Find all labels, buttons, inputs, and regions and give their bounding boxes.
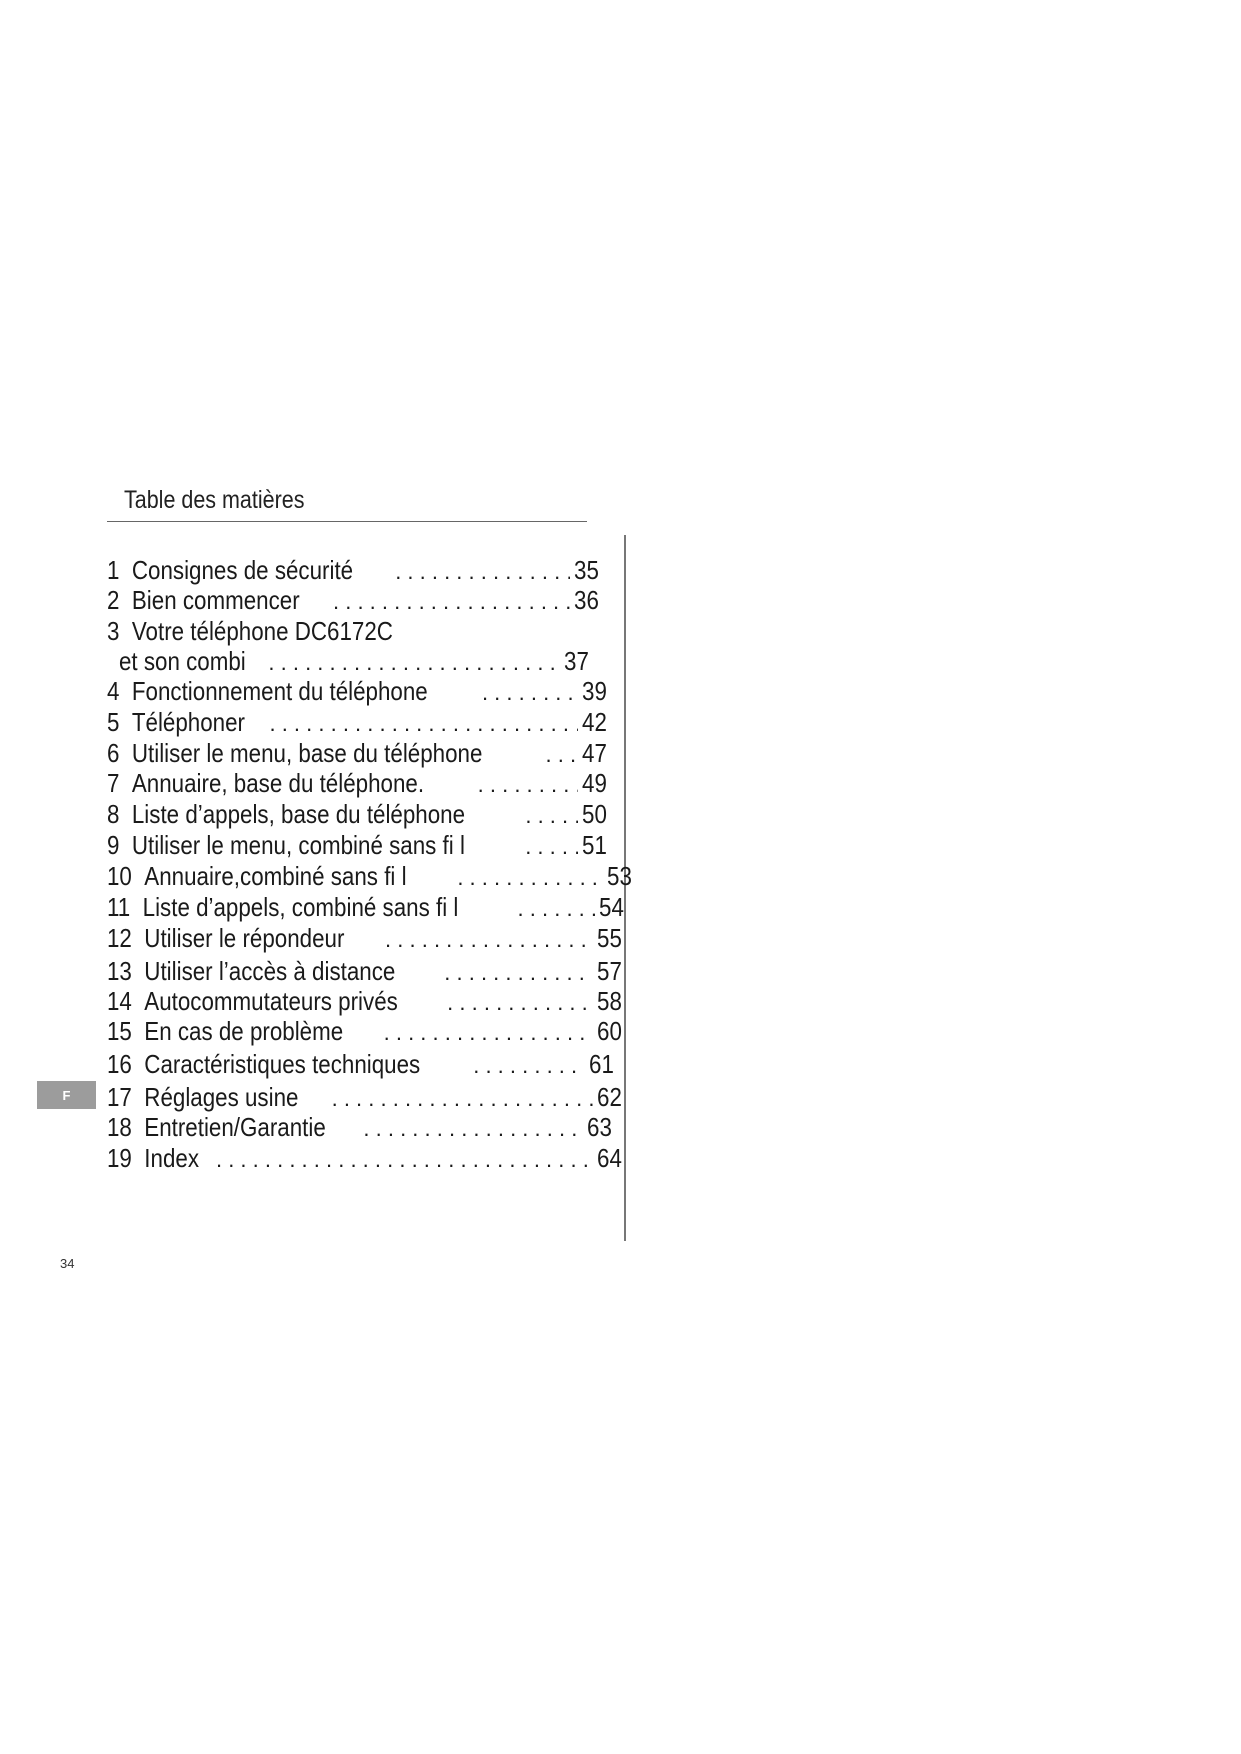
toc-entry <box>107 738 607 768</box>
dot-leader <box>393 557 570 587</box>
toc-entry-page: 50 <box>582 799 607 829</box>
toc-entry <box>107 830 607 860</box>
dot-leader <box>445 988 593 1018</box>
dot-leader <box>544 740 579 770</box>
toc-entry-page: 49 <box>582 768 607 798</box>
toc-entry-label: 8 Liste d’appels, base du téléphone <box>107 799 466 829</box>
toc-entry <box>107 555 599 585</box>
toc-entry-page: 64 <box>597 1143 622 1173</box>
toc-entry-page: 58 <box>597 986 622 1016</box>
toc-entry <box>107 1049 614 1079</box>
dot-leader <box>523 801 578 831</box>
toc-entry <box>119 646 589 676</box>
dot-leader <box>383 925 593 955</box>
toc-entry-label: 15 En cas de problème <box>107 1016 344 1046</box>
toc-entry-page: 57 <box>597 956 622 986</box>
toc-entry <box>107 616 599 646</box>
dot-leader <box>480 678 578 708</box>
toc-entry-label: 1 Consignes de sécurité <box>107 555 354 585</box>
dot-leader <box>471 1051 585 1081</box>
dot-leader <box>214 1145 593 1175</box>
toc-entry-page: 36 <box>574 585 599 615</box>
toc-title: Table des matières <box>124 486 305 514</box>
toc-entry-label: 3 Votre téléphone DC6172C <box>107 616 393 646</box>
toc-entry-page: 54 <box>599 892 624 922</box>
toc-entry-label: 6 Utiliser le menu, base du téléphone <box>107 738 483 768</box>
toc-entry <box>107 707 607 737</box>
toc-entry-label: 14 Autocommutateurs privés <box>107 986 398 1016</box>
toc-entry-page: 35 <box>574 555 599 585</box>
dot-leader <box>361 1114 583 1144</box>
toc-entry <box>107 768 607 798</box>
toc-entry <box>107 1112 612 1142</box>
toc-entry <box>107 892 624 922</box>
toc-entry-label: 13 Utiliser l’accès à distance <box>107 956 396 986</box>
toc-entry-page: 47 <box>582 738 607 768</box>
dot-leader <box>382 1018 593 1048</box>
toc-entry-label: 7 Annuaire, base du téléphone. <box>107 768 425 798</box>
toc-entry <box>107 956 622 986</box>
language-tab: F <box>37 1081 96 1109</box>
toc-entry-page: 60 <box>597 1016 622 1046</box>
toc-entry-label: et son combi <box>119 646 246 676</box>
toc-entry-page: 62 <box>597 1082 622 1112</box>
toc-entry <box>107 861 632 891</box>
toc-entry-label: 11 Liste d’appels, combiné sans fi l <box>107 892 459 922</box>
toc-entry-page: 55 <box>597 923 622 953</box>
toc-entry <box>107 585 599 615</box>
page-number: 34 <box>60 1256 75 1271</box>
toc-entry-label: 5 Téléphoner <box>107 707 246 737</box>
toc-entry-label: 18 Entretien/Garantie <box>107 1112 326 1142</box>
dot-leader <box>442 958 593 988</box>
toc-entry <box>107 986 622 1016</box>
toc-entry-page: 63 <box>587 1112 612 1142</box>
toc-entry-label: 16 Caractéristiques techniques <box>107 1049 421 1079</box>
toc-entry <box>107 676 607 706</box>
toc-entry-label: 2 Bien commencer <box>107 585 300 615</box>
toc-entry-label: 17 Réglages usine <box>107 1082 299 1112</box>
toc-entry <box>107 1143 622 1173</box>
toc-entry-label: 10 Annuaire,combiné sans fi l <box>107 861 407 891</box>
toc-entry-page: 51 <box>582 830 607 860</box>
toc-entry-label: 9 Utiliser le menu, combiné sans fi l <box>107 830 465 860</box>
dot-leader <box>330 1084 593 1114</box>
toc-entry-label: 4 Fonctionnement du téléphone <box>107 676 428 706</box>
toc-entry <box>107 1082 622 1112</box>
toc-entry <box>107 923 622 953</box>
toc-entry-label: 19 Index <box>107 1143 200 1173</box>
toc-entry-page: 42 <box>582 707 607 737</box>
toc-entry-page: 61 <box>589 1049 614 1079</box>
toc-entry <box>107 799 607 829</box>
dot-leader <box>267 709 578 739</box>
dot-leader <box>266 648 560 678</box>
toc-entry-page: 39 <box>582 676 607 706</box>
dot-leader <box>455 863 603 893</box>
dot-leader <box>476 770 578 800</box>
toc-entry-page: 53 <box>607 861 632 891</box>
dot-leader <box>523 832 578 862</box>
toc-entry-label: 12 Utiliser le répondeur <box>107 923 345 953</box>
toc-entry <box>107 1016 622 1046</box>
dot-leader <box>331 587 570 617</box>
toc-entry-page: 37 <box>564 646 589 676</box>
dot-leader <box>516 894 596 924</box>
